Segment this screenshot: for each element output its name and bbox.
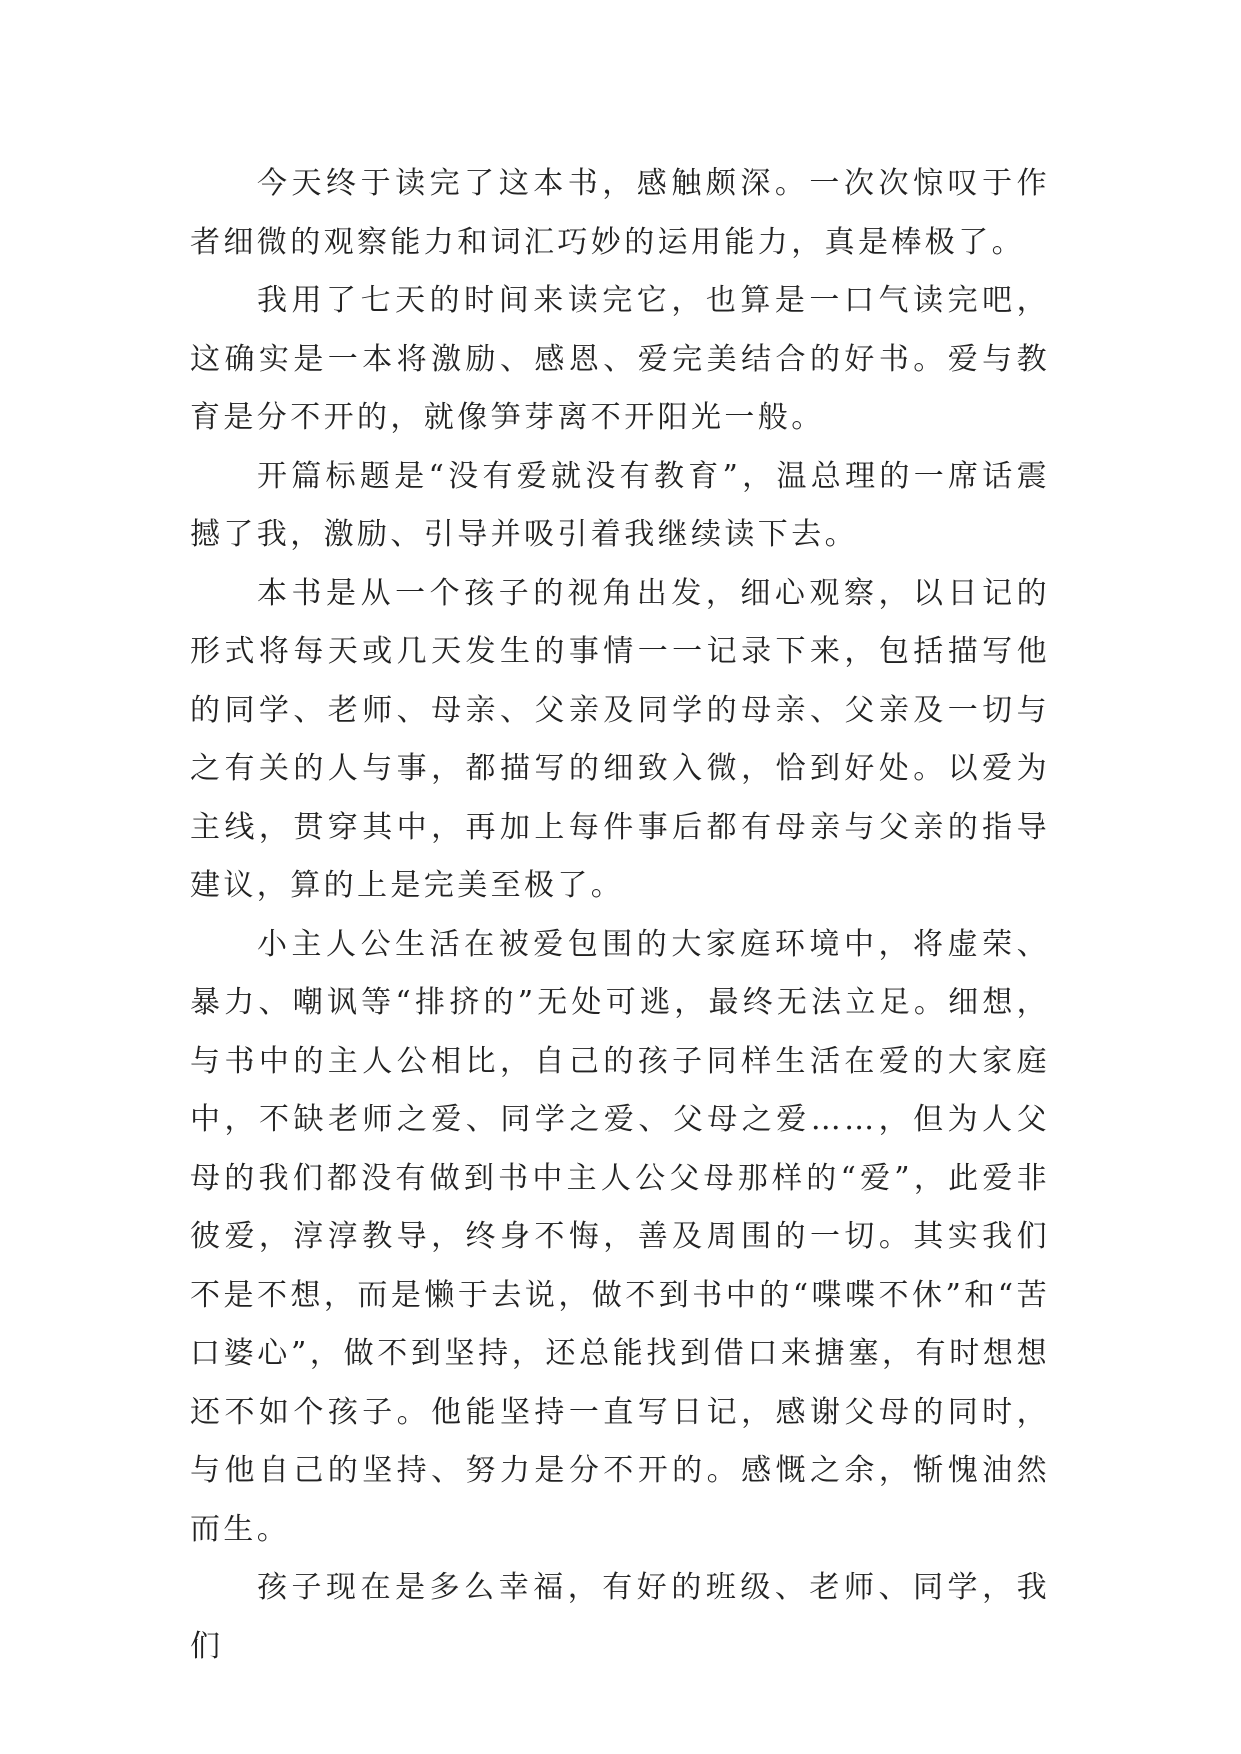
paragraph: 今天终于读完了这本书，感触颇深。一次次惊叹于作者细微的观察能力和词汇巧妙的运用能力，真是棒极了。 — [190, 166, 1050, 260]
paragraph: 我用了七天的时间来读完它，也算是一口气读完吧，这确实是一本将激励、感恩、爱完美结合的好书。爱与教育是分不开的，就像笋芽离不开阳光一般。 — [190, 283, 1050, 435]
paragraph: 开篇标题是“没有爱就没有教育”，温总理的一席话震撼了我，激励、引导并吸引着我继续读下去。 — [190, 458, 1050, 552]
paragraph: 孩子现在是多么幸福，有好的班级、老师、同学，我们 — [190, 1570, 1050, 1664]
document-body — [190, 155, 1050, 1676]
paragraph: 本书是从一个孩子的视角出发，细心观察，以日记的形式将每天或几天发生的事情一一记录下来，包括描写他的同学、老师、母亲、父亲及同学的母亲、父亲及一切与之有关的人与事，都描写的细致入微，恰到好处。以爱为主线，贯穿其中，再加上每件事后都有母亲与父亲的指导建议，算的上是完美至极了。 — [190, 575, 1050, 903]
paragraph: 小主人公生活在被爱包围的大家庭环境中，将虚荣、暴力、嘲讽等“排挤的”无处可逃，最终无法立足。细想，与书中的主人公相比，自己的孩子同样生活在爱的大家庭中，不缺老师之爱、同学之爱、父母之爱……，但为人父母的我们都没有做到书中主人公父母那样的“爱”，此爱非彼爱，淳淳教导，终身不悔，善及周围的一切。其实我们不是不想，而是懒于去说，做不到书中的“喋喋不休”和“苦口婆心”，做不到坚持，还总能找到借口来搪塞，有时想想还不如个孩子。他能坚持一直写日记，感谢父母的同时，与他自己的坚持、努力是分不开的。感慨之余，惭愧油然而生。 — [190, 926, 1050, 1547]
